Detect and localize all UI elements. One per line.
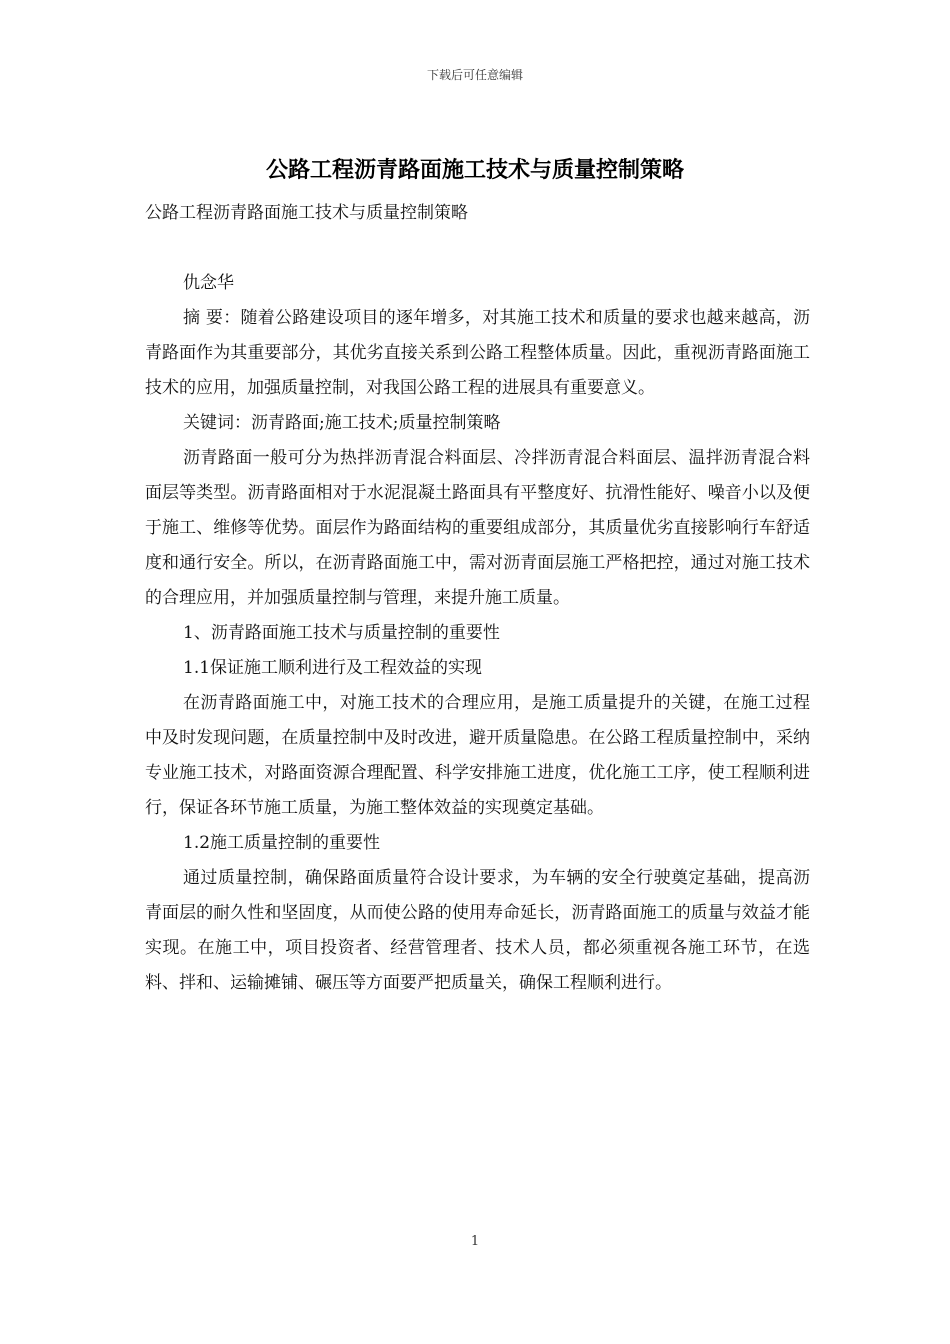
abstract-paragraph: 摘 要：随着公路建设项目的逐年增多，对其施工技术和质量的要求也越来越高，沥青路面作为其重要部分，其优劣直接关系到公路工程整体质量。因此，重视沥青路面施工技术的应用，加强质量控制，对我国公路工程的进展具有重要意义。 (145, 308, 810, 398)
document-body (145, 196, 810, 1001)
page-number: 1 (470, 1234, 480, 1249)
section-heading-1-2: 1.2施工质量控制的重要性 (183, 833, 381, 853)
document-title: 公路工程沥青路面施工技术与质量控制策略 (265, 157, 684, 183)
author-name: 仇念华 (183, 273, 234, 293)
section-1-1-paragraph: 在沥青路面施工中，对施工技术的合理应用，是施工质量提升的关键，在施工过程中及时发现问题，在质量控制中及时改进，避开质量隐患。在公路工程质量控制中，采纳专业施工技术，对路面资源合理配置、科学安排施工进度，优化施工工序，使工程顺利进行，保证各环节施工质量，为施工整体效益的实现奠定基础。 (145, 693, 810, 818)
page-header-note: 下载后可任意编辑 (426, 68, 523, 82)
section-heading-1: 1、沥青路面施工技术与质量控制的重要性 (183, 623, 500, 643)
section-1-2-paragraph: 通过质量控制，确保路面质量符合设计要求，为车辆的安全行驶奠定基础，提高沥青面层的耐久性和坚固度，从而使公路的使用寿命延长，沥青路面施工的质量与效益才能实现。在施工中，项目投资者、经营管理者、技术人员，都必须重视各施工环节，在选料、拌和、运输摊铺、碾压等方面要严把质量关，确保工程顺利进行。 (145, 868, 810, 993)
keywords-line: 关键词：沥青路面;施工技术;质量控制策略 (183, 413, 501, 433)
document-subtitle: 公路工程沥青路面施工技术与质量控制策略 (145, 203, 468, 223)
intro-paragraph: 沥青路面一般可分为热拌沥青混合料面层、冷拌沥青混合料面层、温拌沥青混合料面层等类型。沥青路面相对于水泥混凝土路面具有平整度好、抗滑性能好、噪音小以及便于施工、维修等优势。面层作为路面结构的重要组成部分，其质量优劣直接影响行车舒适度和通行安全。所以，在沥青路面施工中，需对沥青面层施工严格把控，通过对施工技术的合理应用，并加强质量控制与管理，来提升施工质量。 (145, 448, 810, 608)
blank-line (145, 231, 810, 266)
section-heading-1-1: 1.1保证施工顺利进行及工程效益的实现 (183, 658, 483, 678)
